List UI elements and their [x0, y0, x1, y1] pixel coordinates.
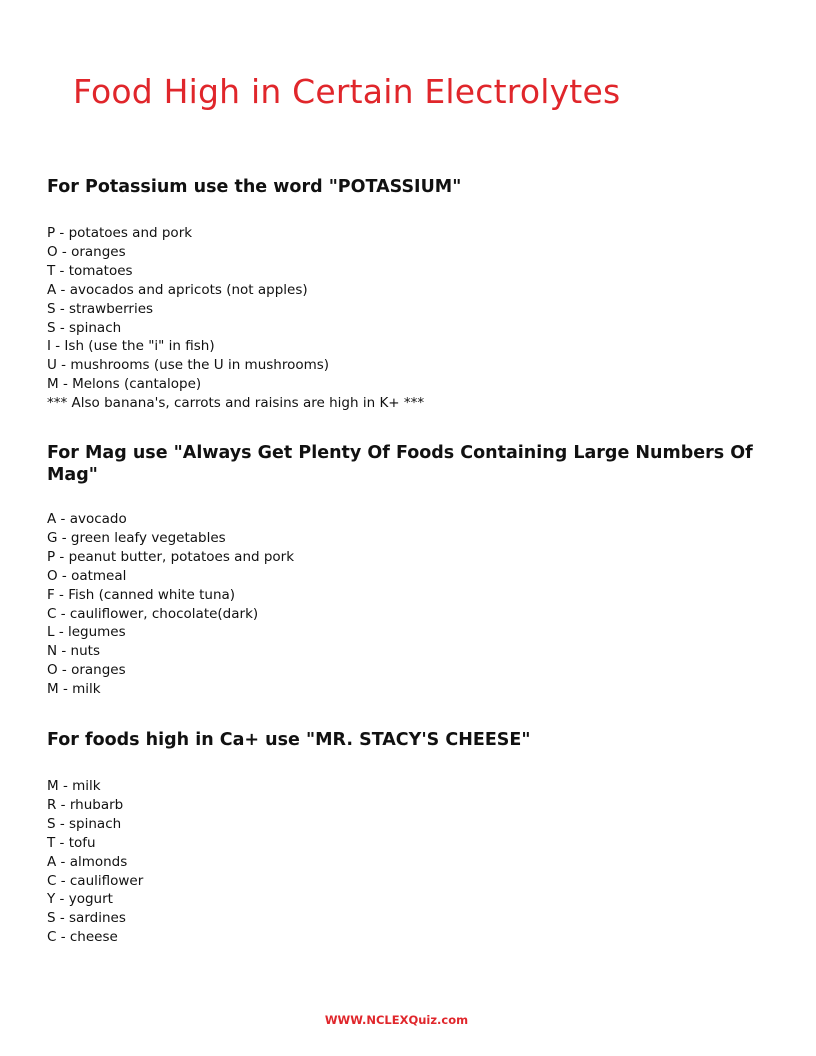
page-title: Food High in Certain Electrolytes: [73, 72, 621, 111]
section-magnesium: [47, 442, 767, 699]
list-item: M - milk: [47, 778, 101, 794]
list-item: C - cauliflower, chocolate(dark): [47, 605, 259, 622]
list-item: O - oatmeal: [47, 567, 127, 584]
list-note: *** Also banana's, carrots and raisins are high in K+ ***: [47, 395, 425, 412]
section-potassium: [47, 176, 767, 413]
list-item: S - sardines: [47, 910, 126, 927]
list-item: I - Ish (use the "i" in fish): [47, 338, 215, 355]
list-item: A - avocados and apricots (not apples): [47, 281, 308, 298]
list-item: O - oranges: [47, 243, 126, 260]
list-item: M - Melons (cantalope): [47, 376, 202, 393]
list-item: P - peanut butter, potatoes and pork: [47, 548, 295, 565]
list-item: R - rhubarb: [47, 796, 124, 813]
list-item: A - almonds: [47, 853, 128, 870]
section-heading: For foods high in Ca+ use "MR. STACY'S CHEESE": [47, 730, 531, 750]
list-item: T - tomatoes: [47, 262, 133, 279]
list-item: A - avocado: [47, 511, 127, 527]
list-item: G - green leafy vegetables: [47, 529, 226, 546]
list-item: C - cheese: [47, 929, 118, 946]
list-item: N - nuts: [47, 643, 100, 660]
list-item: P - potatoes and pork: [47, 225, 193, 241]
list-item: L - legumes: [47, 624, 126, 641]
mnemonic-list: [47, 777, 767, 947]
list-item: U - mushrooms (use the U in mushrooms): [47, 357, 330, 374]
list-item: T - tofu: [47, 834, 96, 851]
list-item: F - Fish (canned white tuna): [47, 586, 236, 603]
list-item: C - cauliflower: [47, 872, 144, 889]
mnemonic-list: [47, 224, 767, 413]
section-heading: For Mag use "Always Get Plenty Of Foods Containing Large Numbers Of Mag": [47, 443, 753, 485]
list-item: S - strawberries: [47, 300, 154, 317]
list-item: M - milk: [47, 681, 101, 698]
list-item: O - oranges: [47, 662, 126, 679]
footer-link[interactable]: WWW.NCLEXQuiz.com: [324, 1013, 469, 1027]
section-calcium: [47, 729, 767, 947]
list-item: S - spinach: [47, 815, 122, 832]
list-item: S - spinach: [47, 319, 122, 336]
list-item: Y - yogurt: [47, 891, 113, 908]
section-heading: For Potassium use the word "POTASSIUM": [47, 177, 462, 197]
mnemonic-list: [47, 510, 767, 699]
